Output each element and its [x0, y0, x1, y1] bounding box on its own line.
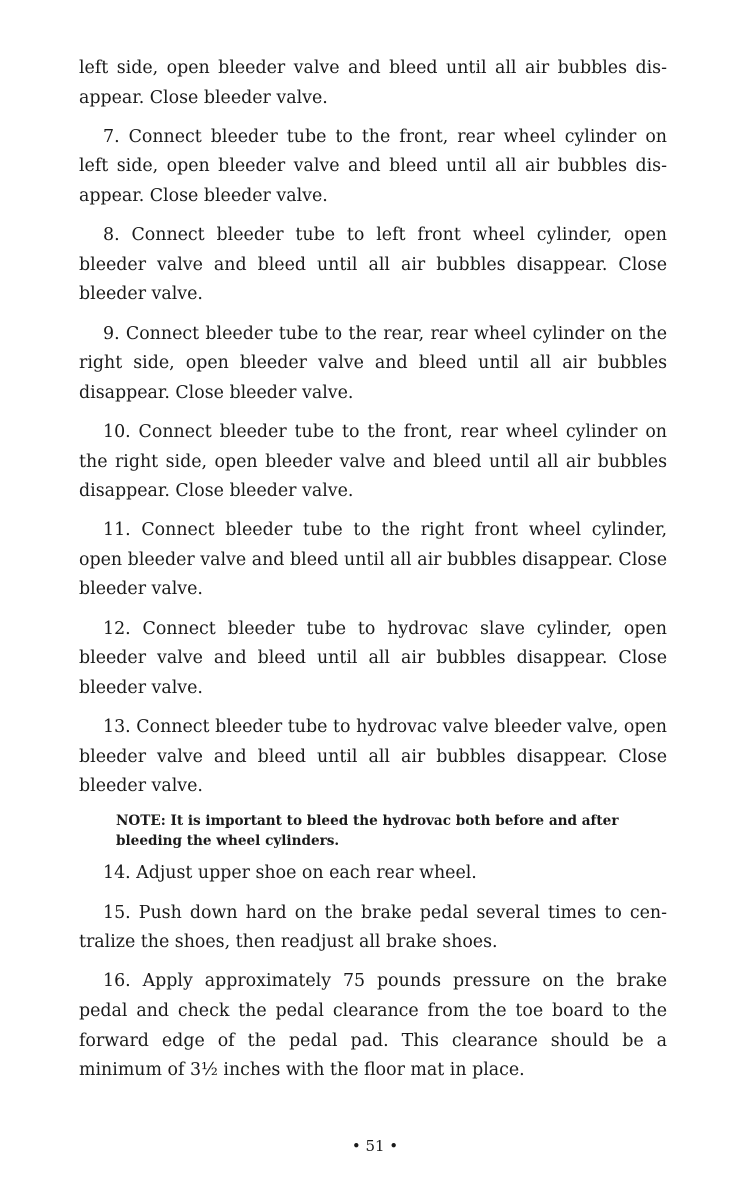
step-8: 8. Connect bleeder tube to left front wheel cylinder, open bleeder valve and bleed until all air bubbles disappear. Close bleeder valve. — [79, 225, 667, 305]
page-number: • 51 • — [351, 1137, 399, 1155]
step-10: 10. Connect bleeder tube to the front, rear wheel cylinder on the right side, open bleeder valve and bleed until all air bubbles disappear. Close bleeder valve. — [79, 421, 667, 502]
note: NOTE: It is important to bleed the hydrovac both before and after bleeding the wheel cylinders. — [116, 813, 619, 850]
step-16: 16. Apply approximately 75 pounds pressure on the brake pedal and check the pedal clearance from the toe board to the forward edge of the pedal pad. This clearance should be a minimum of 3½ inches with the floor mat in place. — [79, 971, 667, 1081]
step-7: 7. Connect bleeder tube to the front, rear wheel cylinder on left side, open bleeder valve and bleed until all air bubbles disappear. Close bleeder valve. — [79, 126, 667, 206]
step-9: 9. Connect bleeder tube to the rear, rear wheel cylinder on the right side, open bleeder valve and bleed until all air bubbles disappear. Close bleeder valve. — [79, 323, 667, 403]
paragraph-continuation: left side, open bleeder valve and bleed until all air bubbles disappear. Close bleeder valve. — [79, 58, 667, 108]
step-14: 14. Adjust upper shoe on each rear wheel. — [103, 863, 477, 884]
step-13: 13. Connect bleeder tube to hydrovac valve bleeder valve, open bleeder valve and bleed until all air bubbles disappear. Close bleeder valve. — [79, 717, 667, 797]
step-11: 11. Connect bleeder tube to the right front wheel cylinder, open bleeder valve and bleed until all air bubbles disappear. Close bleeder valve. — [79, 520, 667, 600]
step-12: 12. Connect bleeder tube to hydrovac slave cylinder, open bleeder valve and bleed until all air bubbles disappear. Close bleeder valve. — [79, 618, 667, 698]
manual-page — [79, 54, 667, 1095]
step-15: 15. Push down hard on the brake pedal several times to centralize the shoes, then readjust all brake shoes. — [79, 902, 667, 953]
